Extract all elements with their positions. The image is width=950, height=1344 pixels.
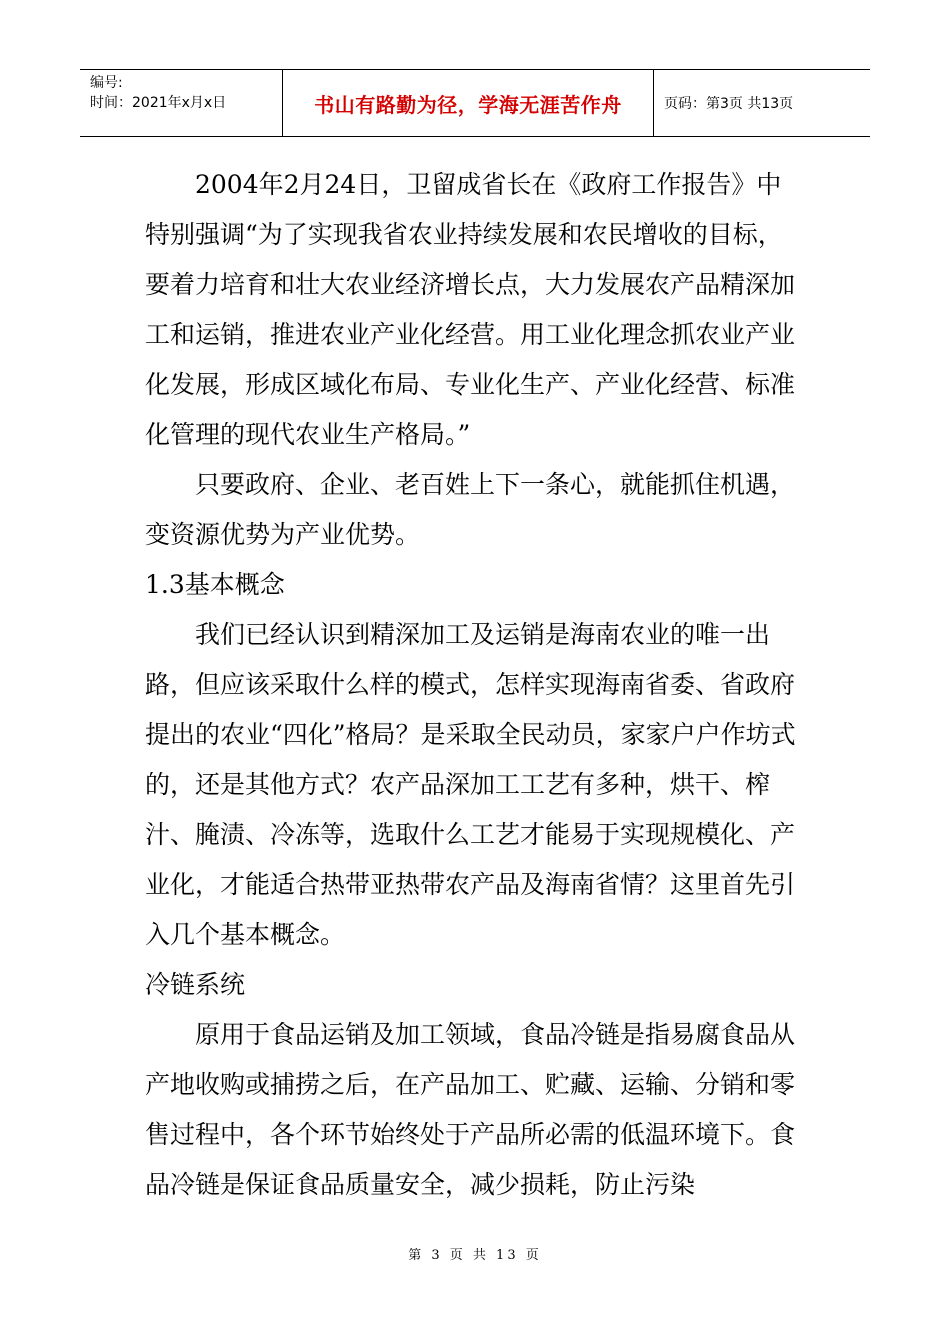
document-time-label: 时间：2021年x月x日	[90, 95, 227, 111]
page-footer: 第 3 页 共 13 页	[408, 1248, 542, 1263]
document-number-label: 编号:	[90, 75, 123, 91]
subheading-cold-chain: 冷链系统	[145, 970, 246, 999]
paragraph-unity: 只要政府、企业、老百姓上下一条心，就能抓住机遇，变资源优势为产业优势。	[145, 470, 796, 549]
header-motto-cell	[283, 70, 654, 136]
header-page-info-cell	[654, 70, 870, 136]
paragraph-report-quote: 2004年2月24日，卫留成省长在《政府工作报告》中特别强调“为了实现我省农业持续发展和农民增收的目标，要着力培育和壮大农业经济增长点，大力发展农产品精深加工和运销，推进农业产业化经营。用工业化理念抓农业产业化发展，形成区域化布局、专业化生产、产业化经营、标准化管理的现代农业生产格局。”	[145, 170, 796, 449]
paragraph-cold-chain-definition: 原用于食品运销及加工领域，食品冷链是指易腐食品从产地收购或捕捞之后，在产品加工、贮藏、运输、分销和零售过程中，各个环节始终处于产品所必需的低温环境下。食品冷链是保证食品质量安全，减少损耗，防止污染	[145, 1020, 796, 1199]
header-meta	[80, 70, 283, 136]
paragraph-processing-mode: 我们已经认识到精深加工及运销是海南农业的唯一出路，但应该采取什么样的模式，怎样实现海南省委、省政府提出的农业“四化”格局？是采取全民动员，家家户户作坊式的，还是其他方式？农产品深加工工艺有多种，烘干、榨汁、腌渍、冷冻等，选取什么工艺才能易于实现规模化、产业化，才能适合热带亚热带农产品及海南省情？这里首先引入几个基本概念。	[145, 620, 796, 949]
header-page-info: 页码：第3页 共13页	[664, 96, 794, 112]
header-motto: 书山有路勤为径，学海无涯苦作舟	[314, 92, 622, 117]
page-header	[80, 69, 870, 137]
document-body	[145, 160, 805, 1210]
section-heading-basic-concepts: 1.3基本概念	[145, 570, 285, 599]
